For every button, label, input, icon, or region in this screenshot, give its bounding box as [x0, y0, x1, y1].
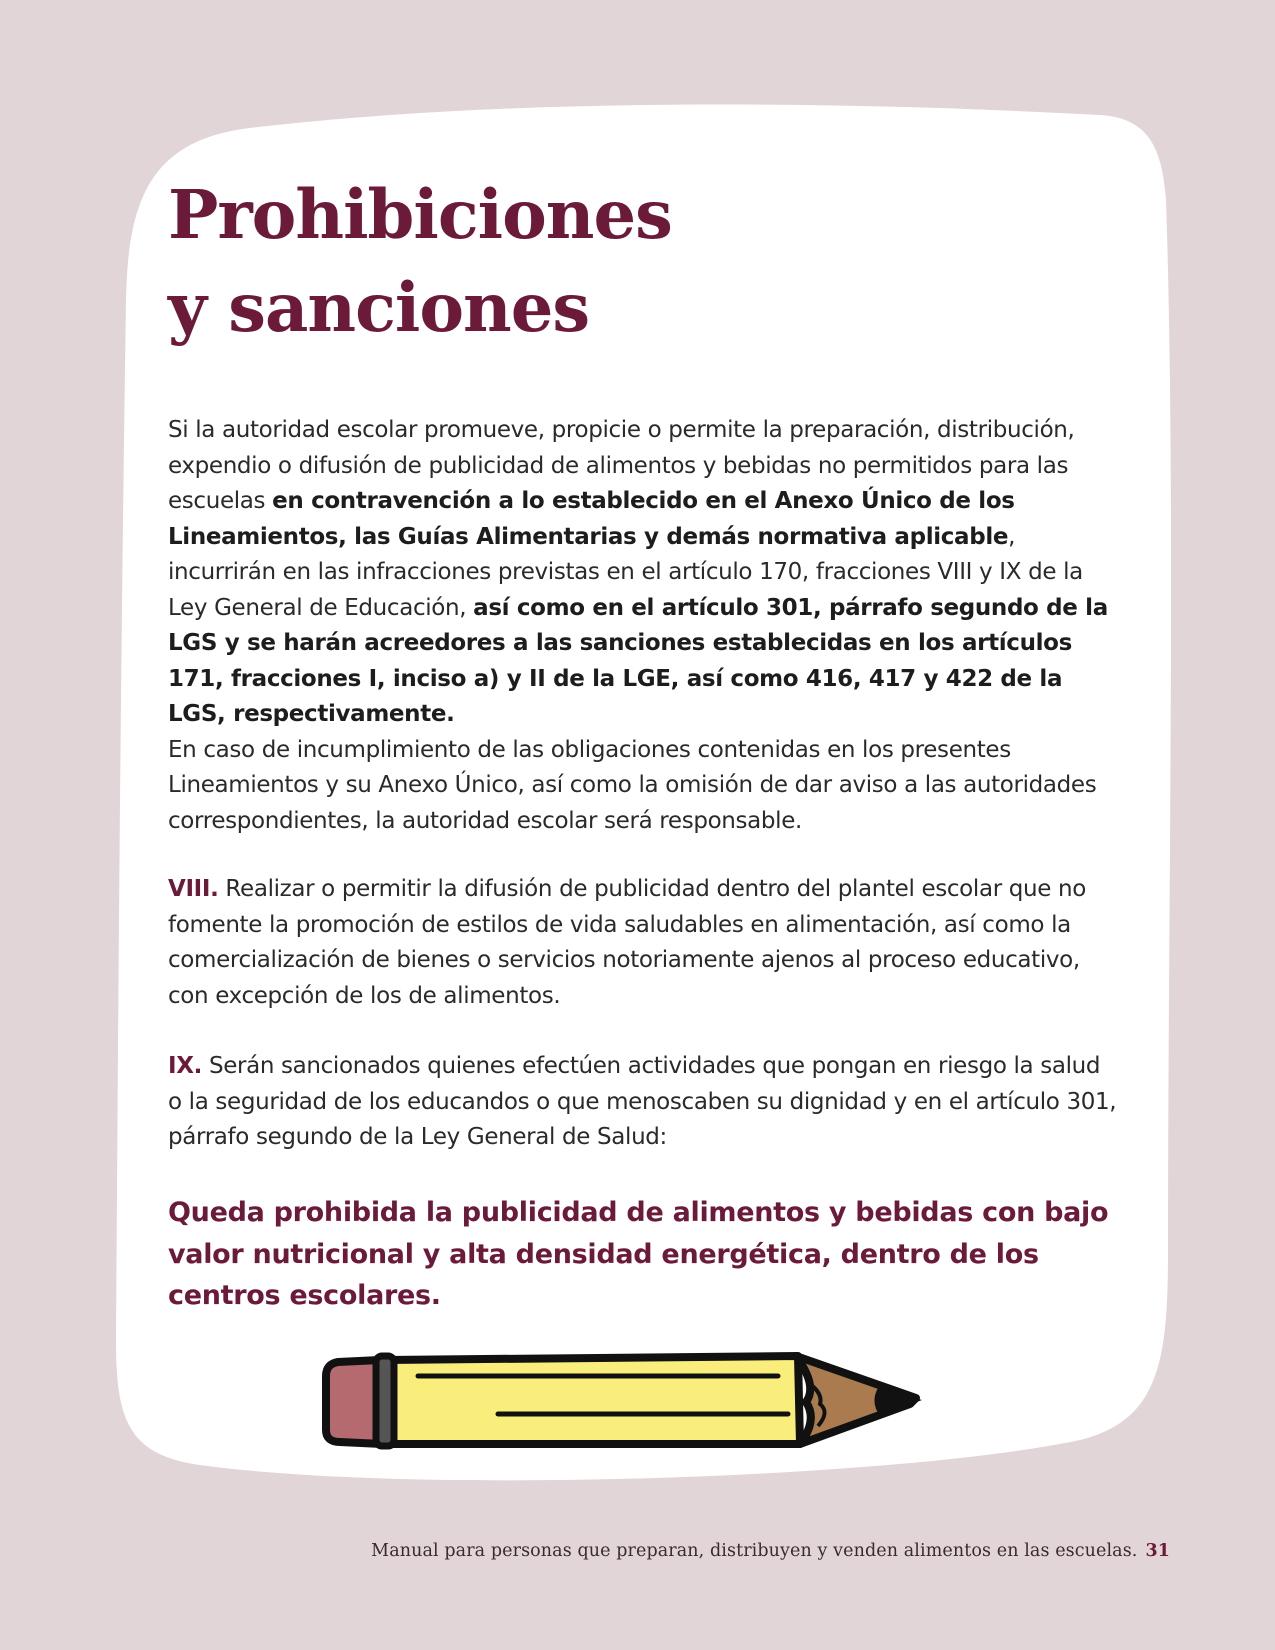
page-title — [168, 168, 968, 354]
paragraph-bold-text: en contravención a lo establecido en el Anexo Único de los Lineamientos, las Guías Alimentarias y demás normativa aplicable — [168, 488, 1015, 550]
fraction-ix-text: Serán sancionados quienes efectúen actividades que pongan en riesgo la salud o la seguridad de los educandos o que menoscaben su dignidad y en el artículo 301, párrafo segundo de la Ley General de Salud: — [168, 1053, 1117, 1150]
paragraph-sanctions — [168, 413, 1118, 839]
fraction-viii-text: Realizar o permitir la difusión de publicidad dentro del plantel escolar que no fomente la promoción de estilos de vida saludables en alimentación, así como la comercialización de bienes o servicios notoriamente ajenos al proceso educativo, con excepción de los de alimentos. — [168, 876, 1086, 1009]
paragraph-text: Si la autoridad escolar promueve, propicie o permite la preparación, distribución, expendio o difusión de publicidad de alimentos y bebidas no permitidos para las escuelas — [168, 417, 1075, 514]
fraction-ix-label: IX. — [168, 1053, 202, 1079]
paragraph-bold-text: así como en el artículo 301, párrafo segundo de la LGS y se harán acreedores a las sanciones establecidas en los artículos 171, fracciones I, inciso a) y II de la LGE, así como 416, 417 y 422 de la LGS, respectivamente. — [168, 594, 1108, 727]
fraction-viii-label: VIII. — [168, 876, 219, 902]
page-footer — [300, 1541, 1170, 1561]
fraction-viii — [168, 872, 1118, 1014]
page-number: 31 — [1145, 1541, 1170, 1561]
fraction-ix — [168, 1049, 1118, 1156]
pencil-icon — [318, 1346, 930, 1454]
title-line-2: y sanciones — [168, 268, 590, 347]
paragraph-text: , incurrirán en las infracciones previstas en el artículo 170, fracciones VIII y IX de la Ley General de Educación, — [168, 523, 1083, 621]
footer-text: Manual para personas que preparan, distribuyen y venden alimentos en las escuelas. — [371, 1541, 1138, 1561]
title-line-1: Prohibiciones — [168, 175, 672, 254]
paragraph-text: En caso de incumplimiento de las obligaciones contenidas en los presentes Lineamientos y su Anexo Único, así como la omisión de dar aviso a las autoridades correspondientes, la autoridad escolar será responsable. — [168, 736, 1097, 834]
prohibition-highlight: Queda prohibida la publicidad de alimentos y bebidas con bajo valor nutricional y alta densidad energética, dentro de los centros escolares. — [168, 1197, 1109, 1311]
